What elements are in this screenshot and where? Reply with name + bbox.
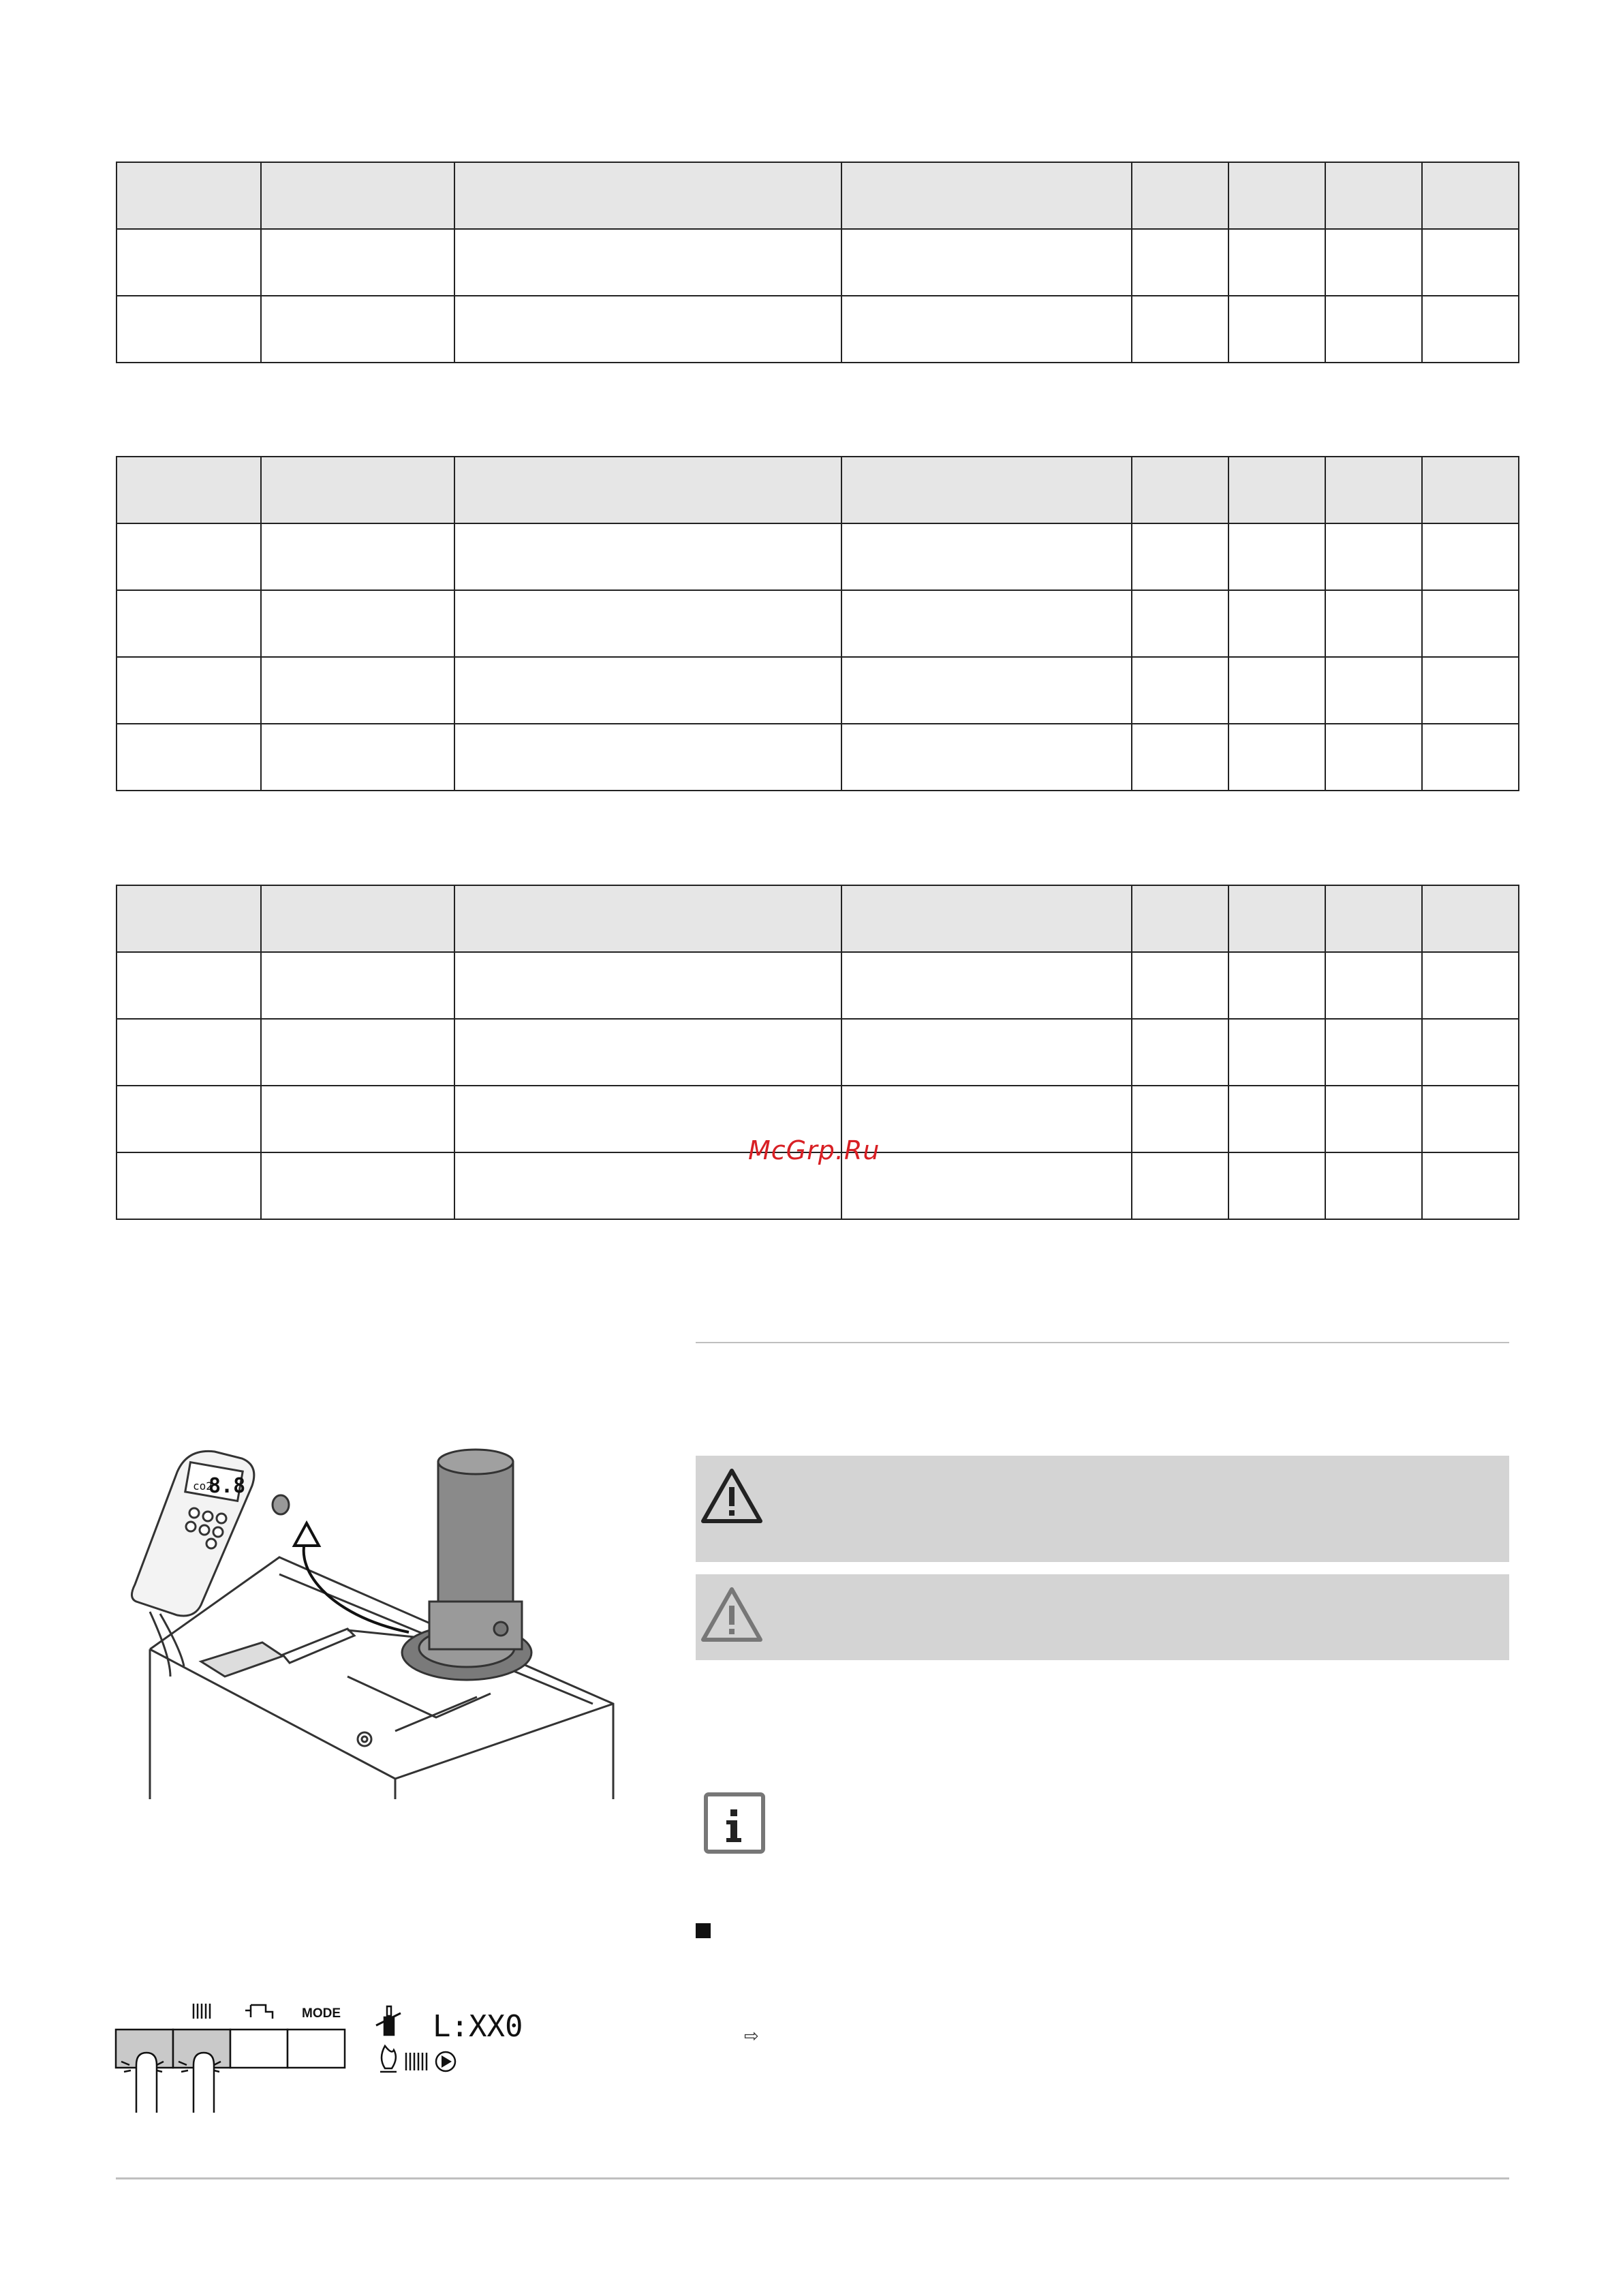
table-row (117, 657, 1519, 724)
section-divider (696, 1342, 1509, 1343)
service-tool-icon (376, 2006, 401, 2035)
table-row (117, 952, 1519, 1019)
svg-text:co2: co2 (193, 1480, 213, 1493)
flue-pipe-icon (402, 1450, 531, 1680)
caution-note (696, 1574, 1509, 1660)
panel-button-3[interactable] (230, 2030, 288, 2068)
display-code: L:XX0 (433, 2009, 523, 2044)
bullet-square (696, 1923, 711, 1938)
analyser-figure (123, 1431, 627, 1813)
table-row (117, 1019, 1519, 1086)
panel-button-mode[interactable] (288, 2030, 345, 2068)
arrow-icon: ⇨ (744, 2025, 759, 2046)
watermark: McGrp.Ru (748, 1135, 880, 1165)
table-2 (116, 456, 1519, 791)
table-header-row (117, 457, 1519, 523)
pump-icon (436, 2052, 455, 2071)
table-row (117, 724, 1519, 791)
warning-triangle-icon (699, 1465, 764, 1527)
table-row (117, 523, 1519, 590)
table-1 (116, 162, 1519, 363)
boiler-casing-icon (150, 1557, 613, 1799)
warning-triangle-icon (699, 1584, 764, 1645)
flame-icon (380, 2046, 397, 2072)
table-row (117, 229, 1519, 296)
table-header-row (117, 162, 1519, 229)
mode-label: MODE (302, 2006, 341, 2021)
sampling-probe-icon (201, 1629, 414, 1677)
tap-icon (245, 2005, 273, 2019)
table-header-row (117, 885, 1519, 952)
heating-icon (406, 2053, 427, 2070)
warning-note (696, 1456, 1509, 1562)
info-icon (703, 1792, 766, 1854)
test-point-cap-icon (273, 1495, 289, 1514)
control-panel-figure (109, 1990, 545, 2126)
footer-divider (116, 2177, 1509, 2179)
table-row (117, 296, 1519, 363)
table-3 (116, 885, 1519, 1220)
svg-text:8.8: 8.8 (208, 1474, 246, 1498)
flue-gas-analyser-icon (132, 1451, 253, 1677)
table-row (117, 590, 1519, 657)
radiator-icon (194, 2004, 210, 2019)
